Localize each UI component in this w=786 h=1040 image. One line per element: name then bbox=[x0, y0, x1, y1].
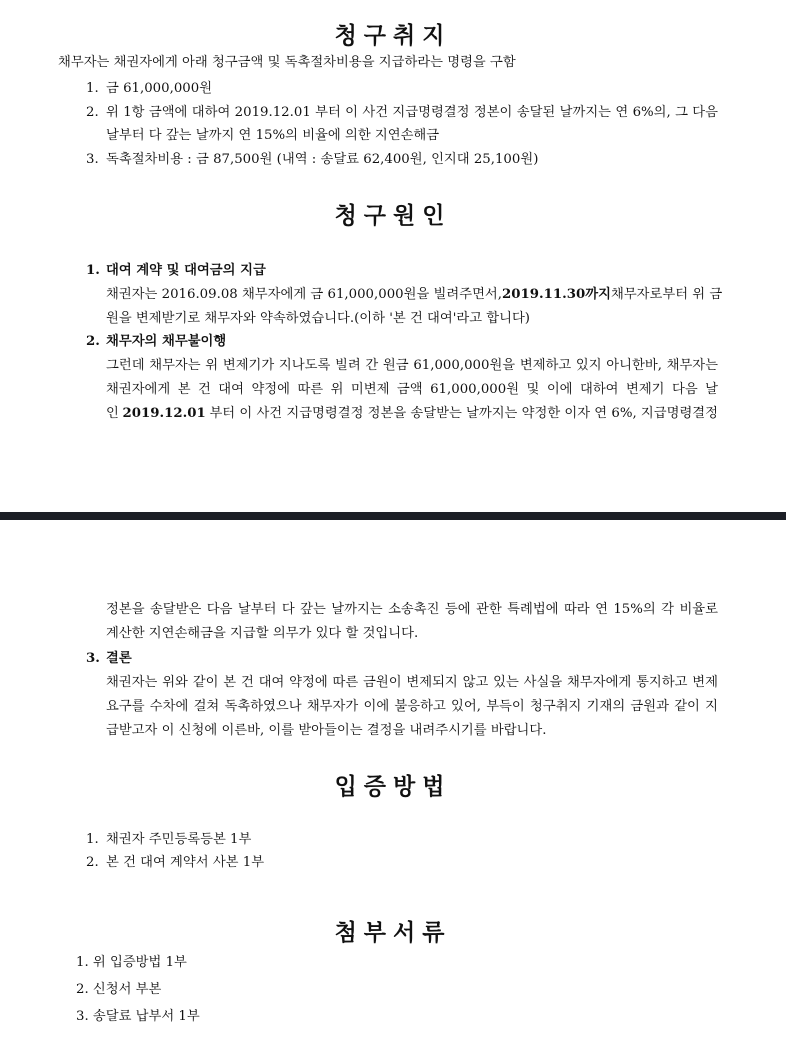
cause-sec-3-heading: 결론 bbox=[106, 651, 132, 666]
cause-sec-2-heading: 채무자의 채무불이행 bbox=[106, 334, 227, 349]
cause-sec-1-num: 1. bbox=[86, 263, 100, 278]
cause-sec-2-line-2: 채권자에게 본 건 대여 약정에 따른 위 미변제 금액 61,000,000원 및 이에 대하여 변제기 다음 날 bbox=[106, 382, 718, 397]
cause-title: 청구원인 bbox=[334, 202, 452, 229]
cause-sec-2-line-5: 계산한 지연손해금을 지급할 의무가 있다 할 것입니다. bbox=[106, 626, 419, 641]
cause-sec-3-line-1: 채권자는 위와 같이 본 건 대여 약정에 따른 금원이 변제되지 않고 있는 사실을 채무자에게 통지하고 변제 bbox=[106, 675, 718, 690]
claim-item-1-num: 1. bbox=[86, 81, 99, 96]
evidence-item-2: 본 건 대여 계약서 사본 1부 bbox=[106, 855, 265, 870]
cause-sec-2-line-3 bbox=[106, 405, 718, 423]
cause-sec-1-due-date: 2019.11.30까지 bbox=[502, 287, 611, 302]
attachments-title: 첨부서류 bbox=[334, 919, 452, 946]
cause-sec-2-date: 2019.12.01 bbox=[122, 406, 206, 421]
evidence-title: 입증방법 bbox=[334, 773, 452, 800]
cause-sec-1-heading: 대여 계약 및 대여금의 지급 bbox=[106, 263, 266, 278]
cause-sec-3-num: 3. bbox=[86, 651, 100, 666]
cause-sec-1-text-a: 채권자는 2016.09.08 채무자에게 금 61,000,000원을 빌려주면서, bbox=[106, 287, 502, 302]
claim-item-3: 독촉절차비용 : 금 87,500원 (내역 : 송달료 62,400원, 인지대 25,100원) bbox=[106, 152, 539, 167]
attachment-item-2: 2. 신청서 부본 bbox=[76, 982, 162, 997]
cause-sec-2-line-1: 그런데 채무자는 위 변제기가 지나도록 빌려 간 원금 61,000,000원을 변제하고 있지 아니한바, 채무자는 bbox=[106, 358, 718, 373]
cause-sec-2-text-c: 부터 이 사건 지급명령결정 정본을 송달받는 날까지는 약정한 이자 연 6%, 지급명령결정 bbox=[209, 406, 718, 421]
claim-item-3-num: 3. bbox=[86, 152, 99, 167]
evidence-item-1-num: 1. bbox=[86, 832, 99, 847]
document-page-1 bbox=[0, 0, 786, 512]
cause-sec-2-num: 2. bbox=[86, 334, 100, 349]
cause-sec-1-text-c: 채무자로부터 위 금 bbox=[610, 287, 723, 302]
attachment-item-3: 3. 송달료 납부서 1부 bbox=[76, 1009, 200, 1024]
claim-intro: 채무자는 채권자에게 아래 청구금액 및 독촉절차비용을 지급하라는 명령을 구함 bbox=[58, 55, 516, 70]
claim-item-1: 금 61,000,000원 bbox=[106, 81, 213, 96]
cause-sec-1-line-2: 원을 변제받기로 채무자와 약속하였습니다.(이하 '본 건 대여'라고 합니다) bbox=[106, 311, 530, 326]
claim-item-2-line-2: 날부터 다 갚는 날까지 연 15%의 비율에 의한 지연손해금 bbox=[106, 128, 440, 143]
document-page-2 bbox=[0, 520, 786, 1040]
claim-item-2-line-1: 위 1항 금액에 대하여 2019.12.01 부터 이 사건 지급명령결정 정본이 송달된 날까지는 연 6%의, 그 다음 bbox=[106, 105, 718, 120]
claim-item-2-num: 2. bbox=[86, 105, 99, 120]
cause-sec-2-line-4: 정본을 송달받은 다음 날부터 다 갚는 날까지는 소송촉진 등에 관한 특례법에 따라 연 15%의 각 비율로 bbox=[106, 602, 718, 617]
attachment-item-1: 1. 위 입증방법 1부 bbox=[76, 955, 187, 970]
evidence-item-1: 채권자 주민등록등본 1부 bbox=[106, 832, 252, 847]
claim-title: 청구취지 bbox=[334, 22, 452, 49]
evidence-item-2-num: 2. bbox=[86, 855, 99, 870]
cause-sec-3-line-2: 요구를 수차에 걸쳐 독촉하였으나 채무자가 이에 불응하고 있어, 부득이 청구취지 기재의 금원과 같이 지 bbox=[106, 699, 718, 714]
page-break-divider bbox=[0, 512, 786, 520]
cause-sec-2-text-a: 인 bbox=[106, 406, 119, 421]
cause-sec-1-line-1 bbox=[106, 286, 723, 304]
cause-sec-3-line-3: 급받고자 이 신청에 이른바, 이를 받아들이는 결정을 내려주시기를 바랍니다. bbox=[106, 723, 547, 738]
